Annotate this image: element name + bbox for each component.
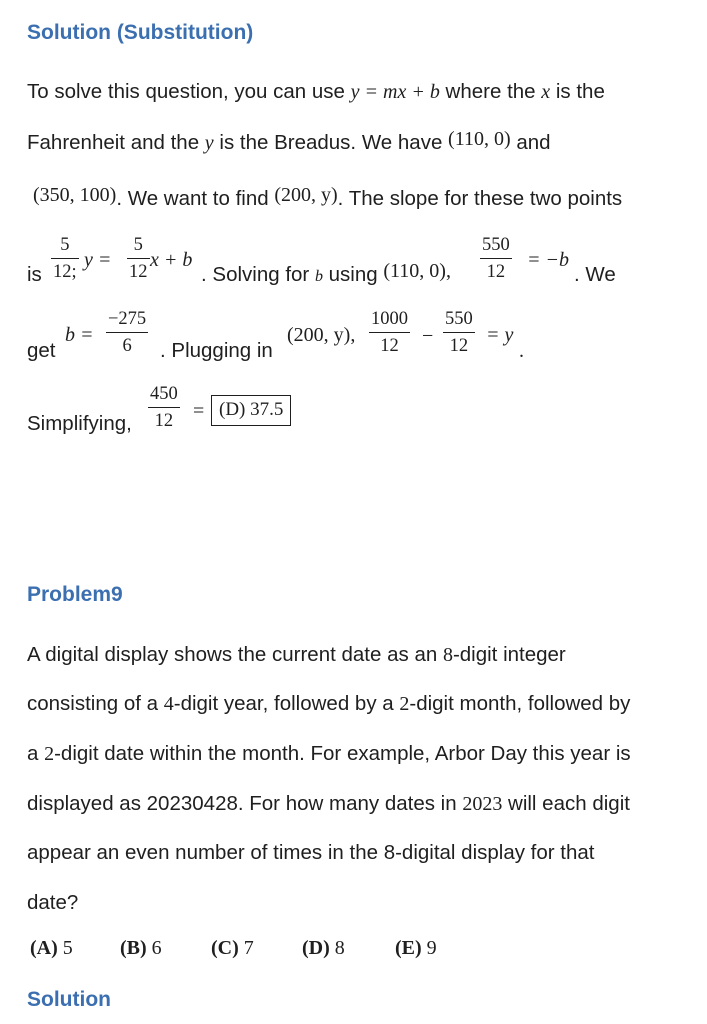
minus-sign: − — [422, 325, 434, 347]
choice-value: 9 — [426, 937, 437, 959]
point-200-y: (200, y) — [274, 184, 338, 206]
fraction-neg-275-6 — [106, 310, 148, 355]
equals-sign: = — [193, 400, 205, 422]
text-run: and — [510, 131, 551, 154]
text-run: appear an even number of times in the 8-digital display for that — [27, 841, 595, 864]
text-get: get — [27, 339, 56, 362]
text-run: . We want to find — [116, 187, 275, 210]
fraction-numerator: 550 — [445, 309, 473, 329]
problem-line-5 — [27, 843, 595, 864]
text-line-1 — [27, 82, 605, 103]
fraction-550-12 — [443, 310, 475, 355]
math-number: 8 — [442, 644, 453, 666]
text-run: a — [27, 742, 45, 765]
fraction-550-12 — [480, 236, 512, 281]
text-run: -digit integer — [452, 643, 566, 666]
math-number: 2 — [399, 693, 410, 715]
point-200-y: (200, y), — [287, 324, 356, 346]
text-run: will each digit — [502, 792, 630, 815]
fraction-denominator: 12 — [449, 335, 469, 356]
text-run: is the — [550, 80, 605, 103]
text-run: using — [322, 263, 384, 286]
equation-y-equals: y = — [84, 249, 112, 271]
fraction-numerator: 1000 — [371, 309, 408, 329]
fraction-numerator: 450 — [150, 384, 178, 404]
problem-line-2 — [27, 694, 630, 715]
var-y: y — [204, 132, 214, 154]
choice-d — [302, 937, 345, 960]
point-110-0: (110, 0), — [383, 260, 451, 282]
text-plugging-in: . Plugging in — [160, 339, 273, 362]
solution-substitution-heading: Solution (Substitution) — [27, 21, 254, 44]
text-run: -digit date within the month. For example, Arbor Day this year is — [54, 742, 631, 765]
text-run: where the — [439, 80, 542, 103]
text-run: -digit month, followed by — [409, 692, 631, 715]
fraction-denominator: 12 — [154, 410, 174, 431]
fraction-denominator: 12; — [53, 261, 77, 282]
math-number: 4 — [163, 693, 174, 715]
equation-tail: x + b — [150, 249, 193, 271]
solution-heading: Solution — [27, 988, 111, 1011]
problem-line-6 — [27, 893, 78, 914]
fraction-450-12 — [148, 385, 180, 430]
choice-letter: (D) — [302, 937, 330, 959]
fraction-denominator: 12 — [129, 261, 148, 282]
period: . — [519, 340, 524, 362]
problem-line-4 — [27, 794, 630, 815]
fraction-numerator: 5 — [60, 235, 70, 255]
choice-letter: (B) — [120, 937, 147, 959]
text-run: . Solving for — [201, 263, 315, 286]
var-b: b — [314, 268, 323, 285]
problem-line-3 — [27, 744, 631, 765]
fraction-numerator: −275 — [108, 309, 147, 329]
text-run: Fahrenheit and the — [27, 131, 205, 154]
choice-letter: (C) — [211, 937, 239, 959]
text-simplifying: Simplifying, — [27, 412, 132, 435]
fraction-denominator: 12 — [486, 261, 506, 282]
fraction-eq — [127, 236, 150, 281]
text-run: . The slope for these two points — [337, 187, 623, 210]
fraction-numerator: 550 — [482, 235, 510, 255]
text-line-4-mid — [201, 260, 451, 286]
text-run: is the Breadus. We have — [213, 131, 449, 154]
choice-value: 5 — [62, 937, 73, 959]
choice-a — [30, 937, 73, 960]
text-run: A digital display shows the current date as an — [27, 643, 443, 666]
boxed-answer: (D) 37.5 — [211, 395, 291, 426]
choice-letter: (A) — [30, 937, 58, 959]
math-number: 2 — [44, 743, 55, 765]
text-run: consisting of a — [27, 692, 164, 715]
equation-slope-intercept: y = mx + b — [350, 81, 440, 103]
problem9-heading: Problem9 — [27, 583, 123, 606]
equation-neg-b: = −b — [527, 249, 569, 271]
point-110-0: (110, 0) — [448, 128, 511, 150]
choice-value: 8 — [334, 937, 345, 959]
equation-b-equals: b = — [65, 324, 94, 346]
fraction-slope — [51, 236, 79, 281]
choice-letter: (E) — [395, 937, 422, 959]
fraction-numerator: 5 — [133, 235, 143, 255]
text-line-3 — [33, 184, 623, 210]
text-run: date? — [27, 891, 79, 914]
choice-b — [120, 937, 162, 960]
choice-e — [395, 937, 437, 960]
choice-value: 7 — [243, 937, 254, 959]
problem-line-1 — [27, 645, 566, 666]
fraction-denominator: 12 — [380, 335, 399, 356]
math-number: 2023 — [462, 793, 503, 815]
text-line-2 — [27, 128, 551, 154]
var-x: x — [541, 81, 551, 103]
equation-equals-y: = y — [486, 324, 514, 346]
text-run: To solve this question, you can use — [27, 80, 351, 103]
point-350-100: (350, 100) — [33, 184, 117, 206]
text-run: -digit year, followed by a — [173, 692, 400, 715]
fraction-denominator: 6 — [122, 335, 132, 356]
choice-c — [211, 937, 254, 960]
text-we: . We — [574, 263, 616, 286]
text-run: displayed as 20230428. For how many dates in — [27, 792, 463, 815]
text-is: is — [27, 263, 42, 286]
fraction-1000-12 — [369, 310, 410, 355]
choice-value: 6 — [151, 937, 162, 959]
